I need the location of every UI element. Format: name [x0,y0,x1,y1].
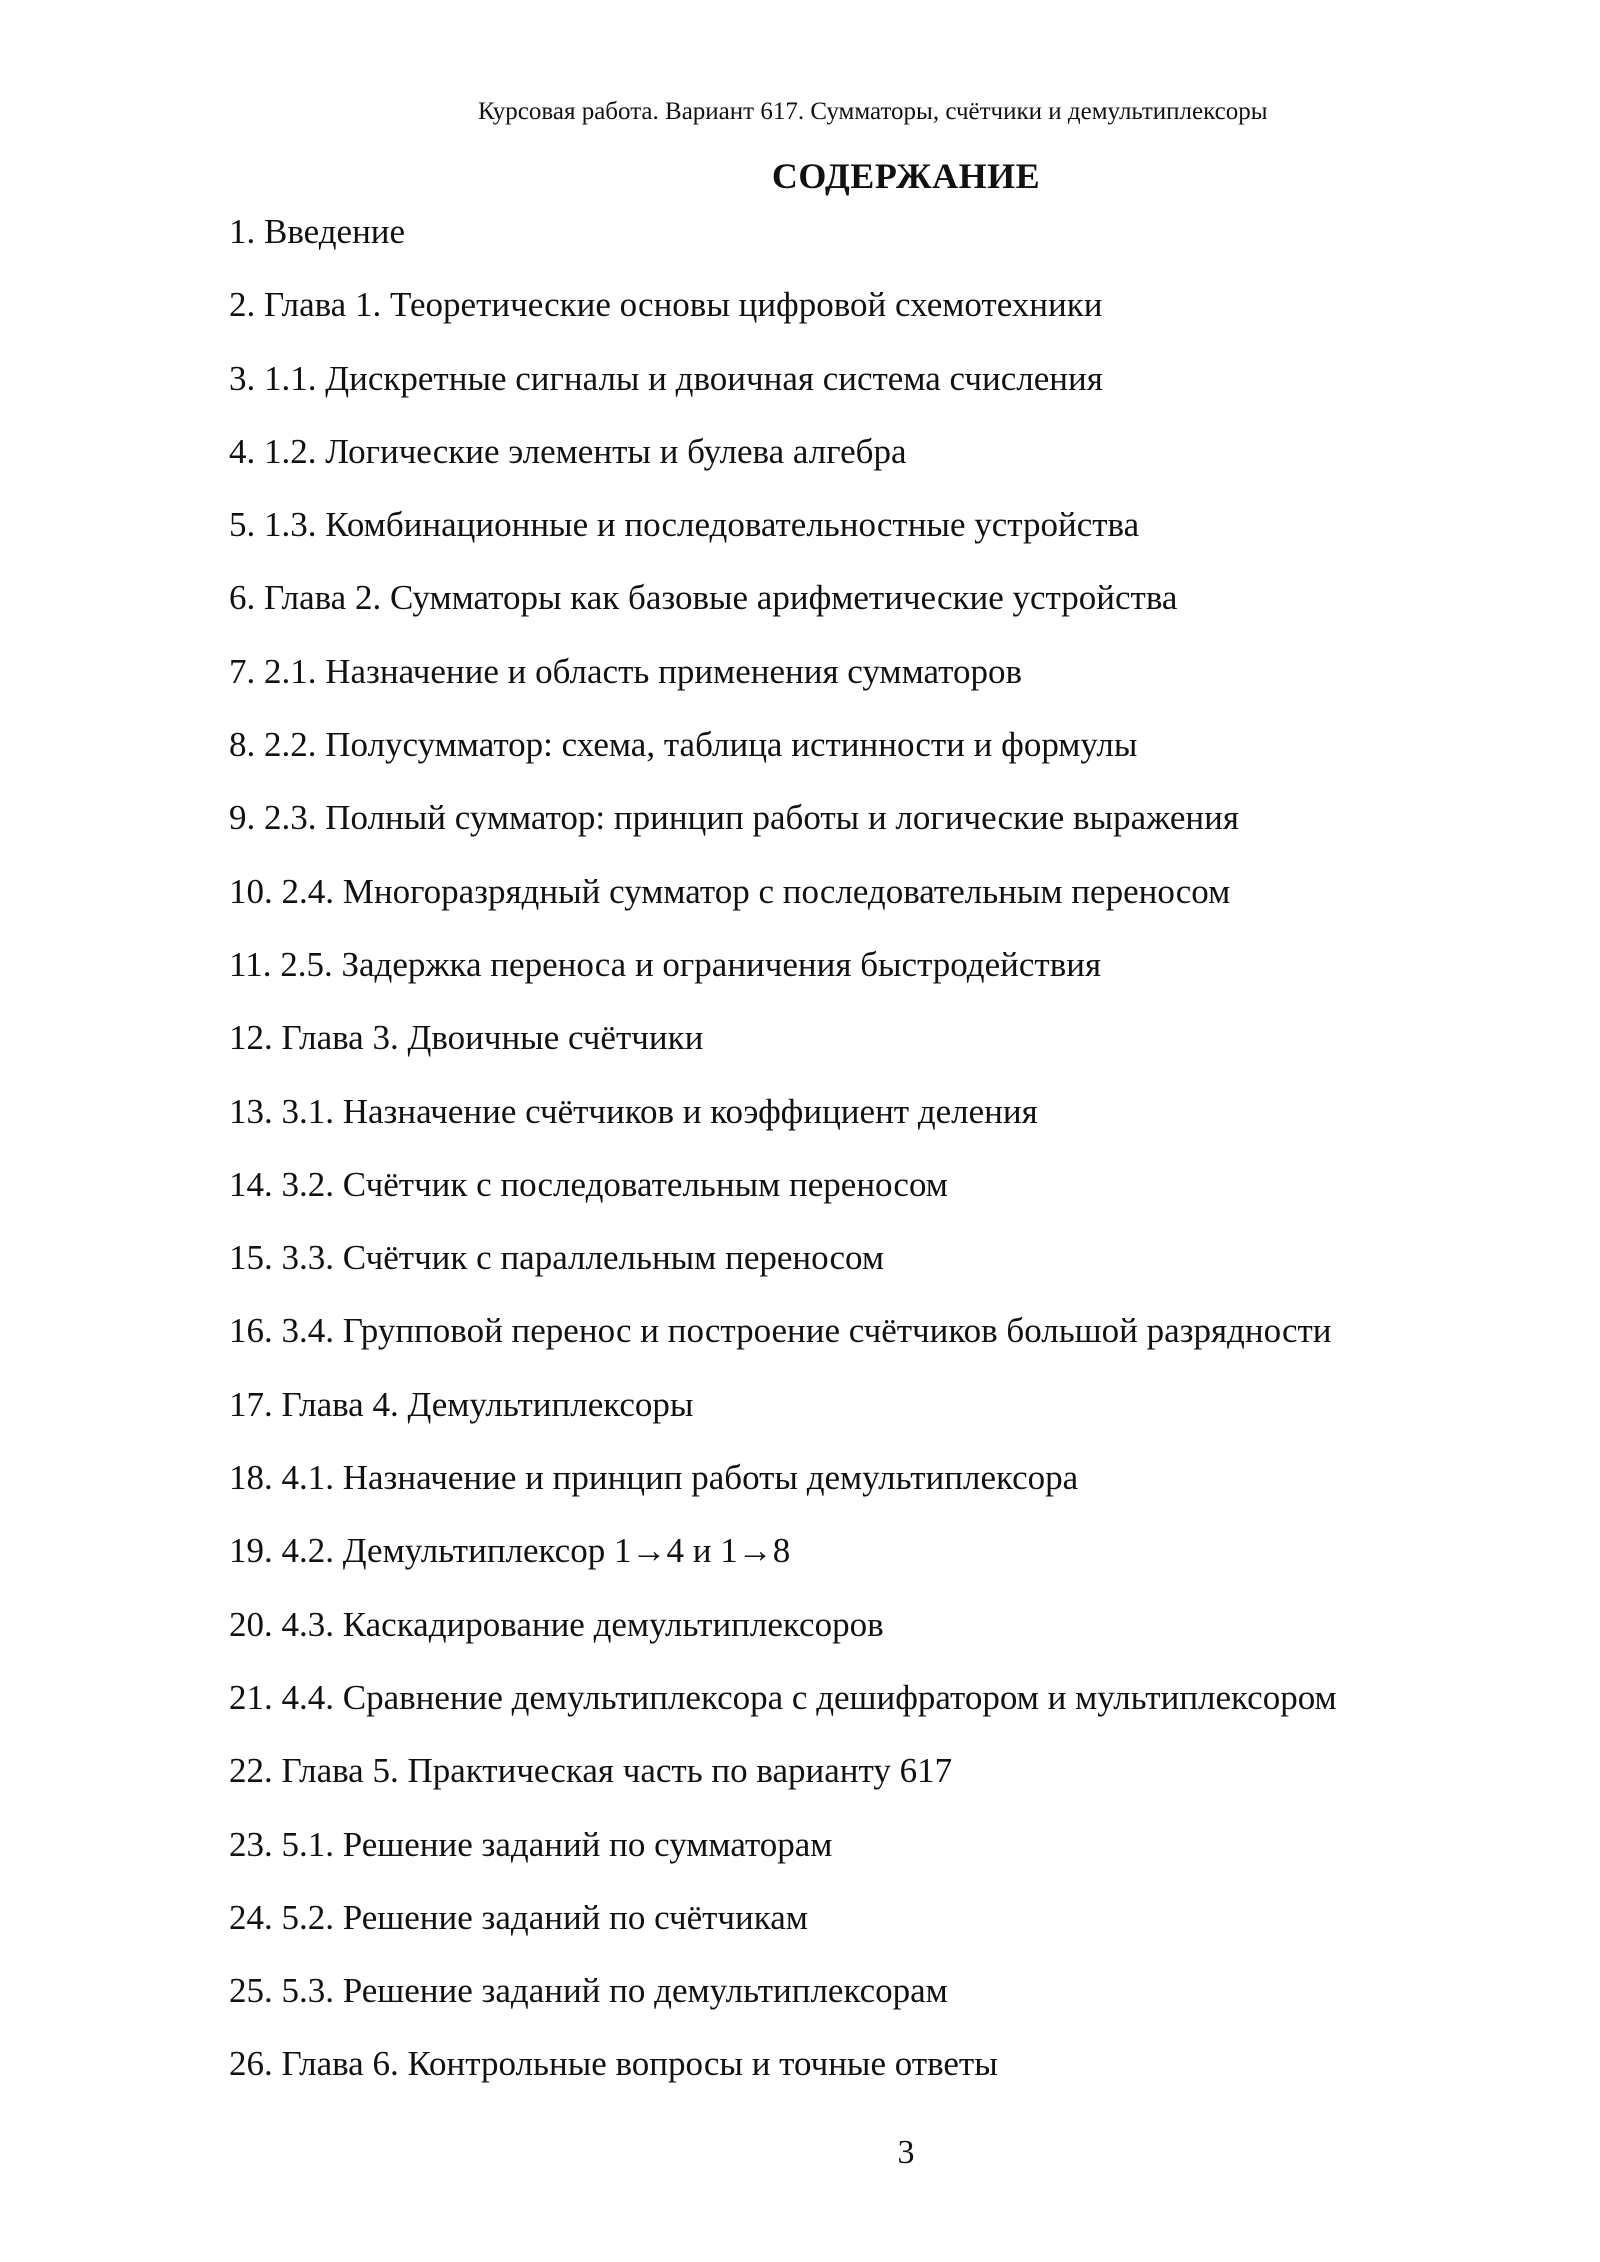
toc-item: 26. Глава 6. Контрольные вопросы и точные ответы [229,2044,998,2084]
table-of-contents [229,208,1529,2114]
toc-item: 17. Глава 4. Демультиплексоры [229,1384,694,1424]
toc-item: 6. Глава 2. Сумматоры как базовые арифметические устройства [229,578,1178,618]
toc-item: 9. 2.3. Полный сумматор: принцип работы и логические выражения [229,798,1239,838]
toc-item: 14. 3.2. Счётчик с последовательным переносом [229,1164,948,1204]
toc-item: 2. Глава 1. Теоретические основы цифровой схемотехники [229,285,1103,325]
toc-item: 11. 2.5. Задержка переноса и ограничения быстродействия [229,944,1102,984]
page-title: СОДЕРЖАНИЕ [771,156,1041,196]
toc-item: 8. 2.2. Полусумматор: схема, таблица истинности и формулы [229,725,1138,765]
page-number: 3 [897,2134,915,2171]
toc-item: 1. Введение [229,212,406,251]
toc-item: 20. 4.3. Каскадирование демультиплексоров [229,1604,884,1644]
toc-item: 13. 3.1. Назначение счётчиков и коэффициент деления [229,1091,1038,1131]
toc-item: 23. 5.1. Решение заданий по сумматорам [229,1824,833,1864]
toc-item: 12. Глава 3. Двоичные счётчики [229,1018,704,1058]
toc-item: 7. 2.1. Назначение и область применения сумматоров [229,651,1022,691]
toc-item: 21. 4.4. Сравнение демультиплексора с дешифратором и мультиплексором [229,1677,1337,1717]
toc-item: 16. 3.4. Групповой перенос и построение счётчиков большой разрядности [229,1311,1332,1351]
toc-item: 18. 4.1. Назначение и принцип работы демультиплексора [229,1458,1079,1498]
toc-item: 25. 5.3. Решение заданий по демультиплексорам [229,1971,948,2011]
toc-item: 4. 1.2. Логические элементы и булева алгебра [229,431,907,471]
toc-item: 3. 1.1. Дискретные сигналы и двоичная система счисления [229,358,1103,398]
toc-item: 19. 4.2. Демультиплексор 1→4 и 1→8 [229,1531,791,1571]
toc-item: 24. 5.2. Решение заданий по счётчикам [229,1897,808,1937]
running-header: Курсовая работа. Вариант 617. Сумматоры, счётчики и демультиплексоры [478,98,1268,125]
toc-item: 15. 3.3. Счётчик с параллельным переносом [229,1238,885,1278]
toc-item: 5. 1.3. Комбинационные и последовательностные устройства [229,505,1140,545]
toc-item: 22. Глава 5. Практическая часть по варианту 617 [229,1751,953,1791]
toc-item: 10. 2.4. Многоразрядный сумматор с последовательным переносом [229,871,1231,911]
